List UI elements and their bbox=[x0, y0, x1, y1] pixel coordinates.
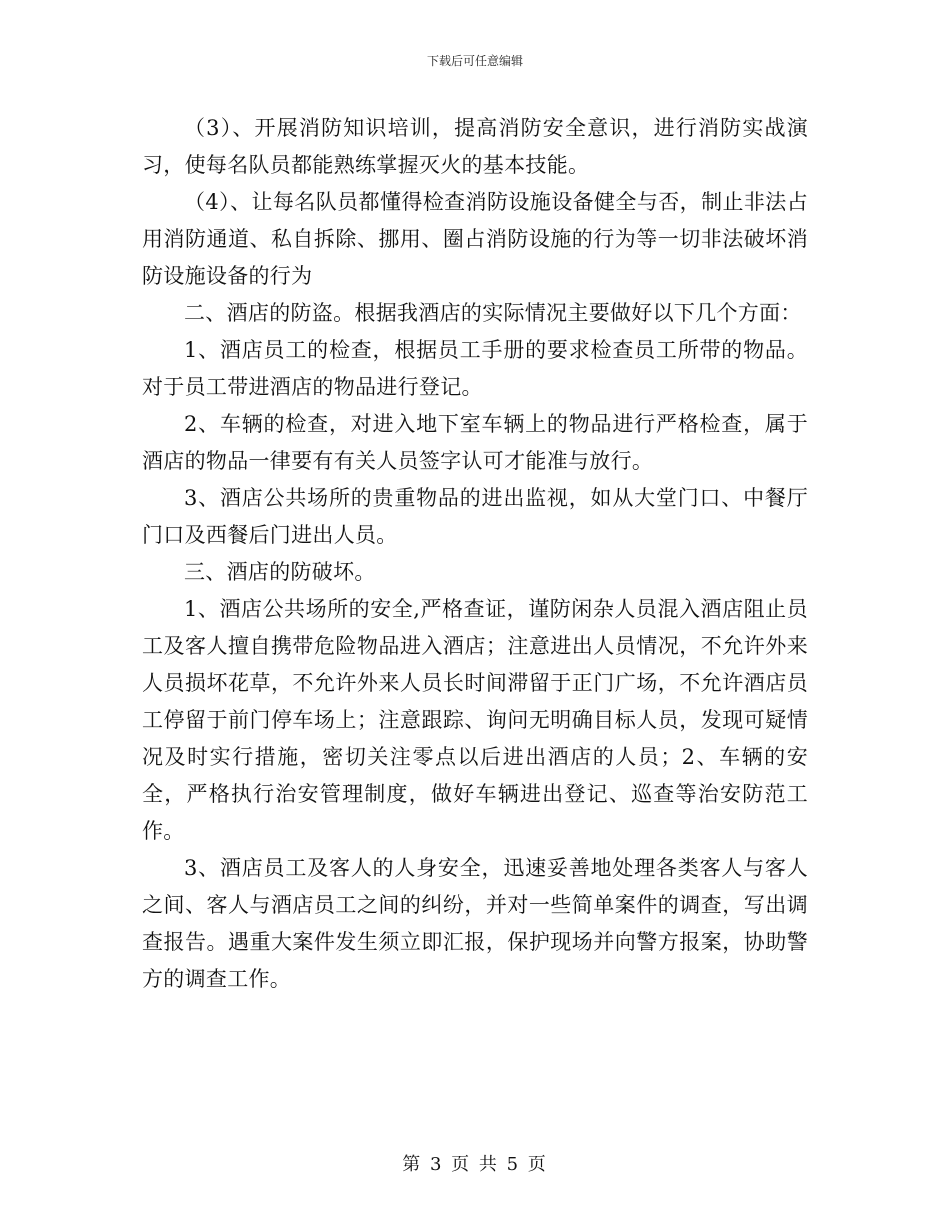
paragraph-fire-training: （3）、开展消防知识培训，提高消防安全意识，进行消防实战演习，使每名队员都能熟练掌握灭火的基本技能。 bbox=[142, 116, 808, 177]
page-header: 下载后可任意编辑 bbox=[426, 54, 523, 68]
paragraph-valuables-monitoring: 3、酒店公共场所的贵重物品的进出监视，如从大堂门口、中餐厅门口及西餐后门进出人员。 bbox=[142, 486, 808, 547]
paragraph-anti-sabotage-heading: 三、酒店的防破坏。 bbox=[184, 560, 376, 584]
paragraph-personal-safety: 3、酒店员工及客人的人身安全，迅速妥善地处理各类客人与客人之间、客人与酒店员工之间的纠纷，并对一些简单案件的调查，写出调查报告。遇重大案件发生须立即汇报，保护现场并向警方报案，协助警方的调查工作。 bbox=[142, 856, 808, 991]
document-body bbox=[142, 110, 808, 998]
paragraph-staff-inspection: 1、酒店员工的检查，根据员工手册的要求检查员工所带的物品。对于员工带进酒店的物品进行登记。 bbox=[142, 338, 808, 399]
paragraph-public-area-security: 1、酒店公共场所的安全,严格查证，谨防闲杂人员混入酒店阻止员工及客人擅自携带危险物品进入酒店；注意进出人员情况，不允许外来人员损坏花草，不允许外来人员长时间滞留于正门广场，不允许酒店员工停留于前门停车场上；注意跟踪、询问无明确目标人员，发现可疑情况及时实行措施，密切关注零点以后进出酒店的人员；2、车辆的安全，严格执行治安管理制度，做好车辆进出登记、巡查等治安防范工作。 bbox=[142, 597, 808, 843]
page-number: 第 3 页 共 5 页 bbox=[402, 1154, 548, 1175]
paragraph-anti-theft-heading: 二、酒店的防盗。根据我酒店的实际情况主要做好以下几个方面： bbox=[184, 301, 802, 325]
paragraph-vehicle-inspection: 2、车辆的检查，对进入地下室车辆上的物品进行严格检查，属于酒店的物品一律要有有关人员签字认可才能准与放行。 bbox=[142, 412, 808, 473]
paragraph-fire-facility-check: （4）、让每名队员都懂得检查消防设施设备健全与否，制止非法占用消防通道、私自拆除、挪用、圈占消防设施的行为等一切非法破坏消防设施设备的行为 bbox=[142, 190, 808, 288]
